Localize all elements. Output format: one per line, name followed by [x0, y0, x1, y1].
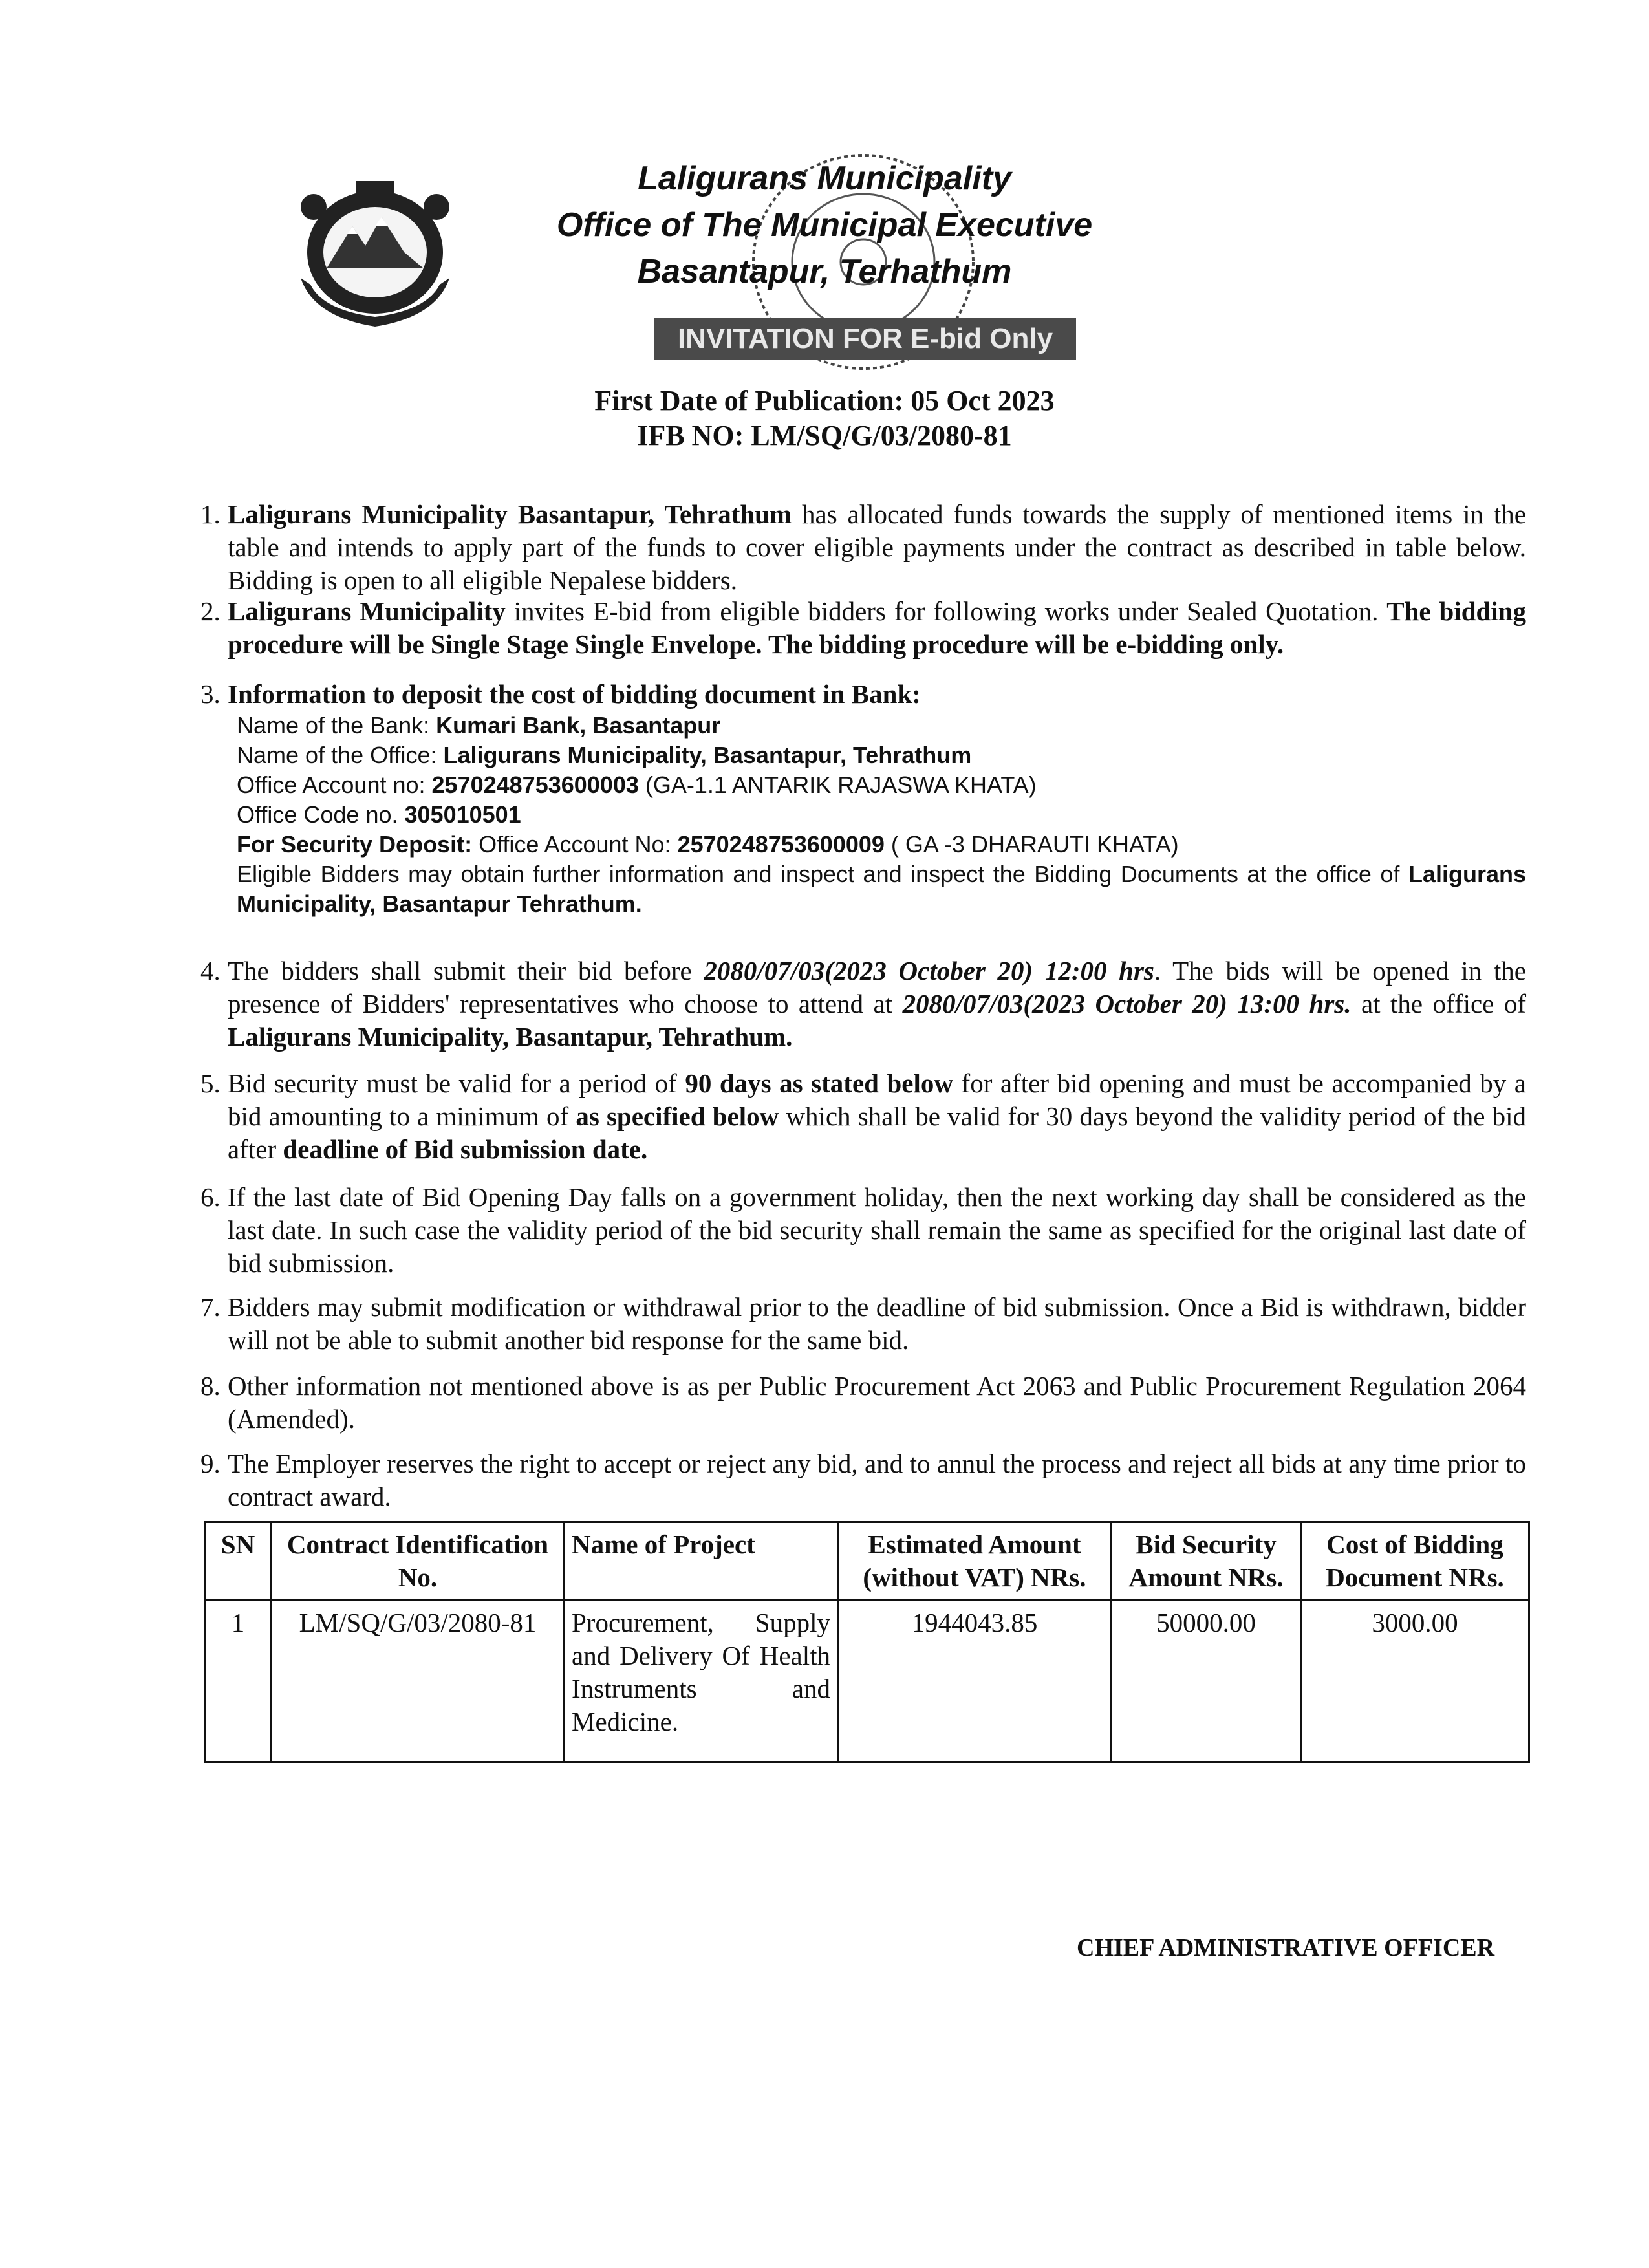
item-number: 5.: [200, 1068, 221, 1098]
table-cell: LM/SQ/G/03/2080-81: [272, 1601, 565, 1762]
submission-deadline: 2080/07/03(2023 October 20) 12:00 hrs: [704, 956, 1154, 986]
publication-date: First Date of Publication: 05 Oct 2023: [594, 385, 1055, 416]
office-account-number: 2570248753600003: [431, 772, 639, 798]
item-2-text: invites E-bid from eligible bidders for following works under Sealed Quotation.: [505, 596, 1387, 626]
item-6-text: If the last date of Bid Opening Day falls on a government holiday, then the next working day shall be considered as the last date. In such case the validity period of the bid security shall remain the same as specified for the original last date of bid submission.: [228, 1182, 1526, 1278]
item-7-text: Bidders may submit modification or withdrawal prior to the deadline of bid submission. Once a Bid is withdrawn, bidder will not be able to submit another bid response for the same bid.: [228, 1292, 1526, 1355]
table-header: Bid Security Amount NRs.: [1112, 1522, 1301, 1601]
item-number: 7.: [200, 1292, 221, 1322]
table-cell: 1: [205, 1601, 272, 1762]
office-value: Laligurans Municipality, Basantapur, Tehrathum: [443, 742, 972, 768]
office-location: Basantapur, Terhathum: [637, 253, 1012, 290]
table-header: Name of Project: [565, 1522, 838, 1601]
item-number: 2.: [200, 596, 221, 626]
table-header-row: [205, 1522, 1529, 1601]
item-number: 1.: [200, 499, 221, 529]
bank-name-line: Name of the Bank: Kumari Bank, Basantapur: [237, 712, 721, 739]
item-1-text: has allocated funds towards the supply of mentioned items in the table and intends to apply part of the funds to cover eligible payments under the contract as described in table below. Bidding is open to all eligible Nepalese bidders.: [228, 499, 1527, 595]
item-number: 3.: [200, 679, 221, 709]
item-2-bold-procedure: The bidding procedure will be Single Stage Single Envelope. The bidding procedure will be e-bidding only.: [228, 596, 1526, 659]
table-header: Estimated Amount (without VAT) NRs.: [838, 1522, 1112, 1601]
item-1: [200, 498, 1526, 597]
item-7: [200, 1291, 1526, 1357]
item-5: 5. Bid security must be valid for a period of 90 days as stated below for after bid opening and must be accompanied by a bid amounting to a minimum of as specified below which shall be valid for 30 days beyond the validity period of the bid after deadline of Bid submission date.: [200, 1068, 1526, 1164]
table-header: Cost of Bidding Document NRs.: [1301, 1522, 1529, 1601]
item-2: [200, 595, 1526, 661]
office-name: Office of The Municipal Executive: [556, 206, 1093, 244]
contract-table: [204, 1521, 1530, 1763]
table-cell: Procurement, Supply and Delivery Of Health Instruments and Medicine.: [565, 1601, 838, 1762]
ifb-number: IFB NO: LM/SQ/G/03/2080-81: [637, 420, 1012, 451]
office-code: 305010501: [404, 801, 521, 828]
table-cell: 3000.00: [1301, 1601, 1529, 1762]
item-8-text: Other information not mentioned above is as per Public Procurement Act 2063 and Public Procurement Regulation 2064 (Amended).: [228, 1371, 1526, 1434]
item-4: 4. The bidders shall submit their bid before 2080/07/03(2023 October 20) 12:00 hrs. The bids will be opened in the presence of Bidders' representatives who choose to attend at 2080/07/03(2023 October 20) 13:00 hrs. at the office of Laligurans Municipality, Basantapur, Tehrathum.: [200, 956, 1527, 1052]
item-8: [200, 1370, 1526, 1436]
bank-name: Kumari Bank, Basantapur: [436, 712, 721, 739]
item-number: 4.: [200, 956, 221, 986]
office-name-line: Name of the Office: Laligurans Municipality, Basantapur, Tehrathum: [237, 742, 972, 768]
item-3: [200, 678, 1526, 919]
table-cell: 50000.00: [1112, 1601, 1301, 1762]
invitation-banner: INVITATION FOR E-bid Only: [654, 318, 1076, 360]
table-header: Contract Identification No.: [272, 1522, 565, 1601]
item-1-bold: Laligurans Municipality Basantapur, Tehrathum: [228, 499, 792, 529]
office-account-line: Office Account no: 2570248753600003 (GA-1.1 ANTARIK RAJASWA KHATA): [237, 772, 1037, 798]
municipality-name: Laligurans Municipality: [638, 160, 1011, 197]
table-header: SN: [205, 1522, 272, 1601]
item-9-text: The Employer reserves the right to accept or reject any bid, and to annul the process and reject all bids at any time prior to contract award.: [228, 1449, 1526, 1511]
security-deposit-line: For Security Deposit: Office Account No: 2570248753600009 ( GA -3 DHARAUTI KHATA): [237, 831, 1179, 858]
signature-title: CHIEF ADMINISTRATIVE OFFICER: [1077, 1934, 1495, 1961]
eligible-bidders-line: Eligible Bidders may obtain further information and inspect and inspect the Bidding Documents at the office of Laligurans Municipality, Basantapur Tehrathum.: [237, 861, 1526, 917]
item-number: 8.: [200, 1371, 221, 1401]
item-9: [200, 1447, 1526, 1513]
office-code-line: Office Code no. 305010501: [237, 801, 521, 828]
opening-time: 2080/07/03(2023 October 20) 13:00 hrs.: [902, 989, 1352, 1019]
item-2-bold: Laligurans Municipality: [228, 596, 506, 626]
item-6: [200, 1181, 1526, 1280]
item-number: 9.: [200, 1449, 221, 1478]
table-cell: 1944043.85: [838, 1601, 1112, 1762]
table-row: [205, 1601, 1529, 1762]
item-3-title: Information to deposit the cost of bidding document in Bank:: [228, 679, 921, 709]
item-number: 6.: [200, 1182, 221, 1212]
security-account-number: 2570248753600009: [677, 831, 885, 858]
